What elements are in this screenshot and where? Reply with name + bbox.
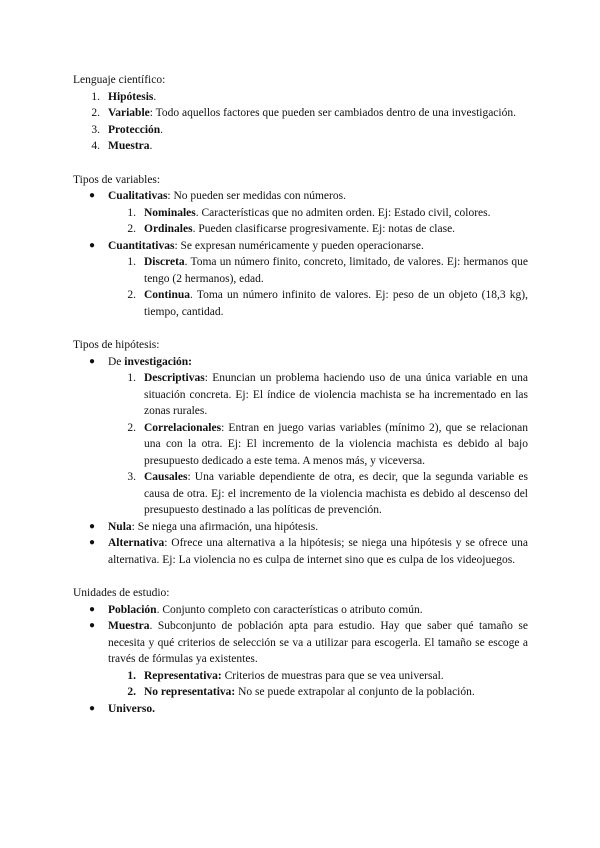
item-text: .: [160, 123, 164, 136]
bullet-icon: ●: [89, 239, 96, 251]
list-number: 1.: [127, 669, 136, 682]
term-ordinales: Ordinales: [144, 223, 193, 235]
list-item: [73, 105, 528, 122]
item-text: : Todo aquellos factores que pueden ser cambiados dentro de una investigación.: [149, 107, 516, 119]
sub-list-item: [73, 420, 528, 470]
list-number: 4.: [91, 140, 100, 152]
term-nominales: Nominales: [144, 206, 196, 219]
item-text: : Enuncian un problema haciendo uso de una única variable en una situación concreta. Ej: El índice de violencia machista se ha incrementado en las zonas rurales.: [144, 372, 528, 417]
sub-list-item: [73, 254, 528, 287]
sub-list-item: [73, 668, 528, 685]
list-item: [73, 602, 528, 619]
item-text: Criterios de muestras para que se vea universal.: [221, 669, 444, 682]
list-number: 1.: [127, 206, 136, 219]
spacer: [73, 155, 528, 172]
item-text: No se puede extrapolar al conjunto de la población.: [235, 686, 475, 698]
term-discreta: Discreta: [144, 256, 185, 268]
list-tipos-de-hipotesis: [73, 354, 528, 569]
bullet-icon: ●: [89, 620, 96, 631]
sub-list-item: [73, 469, 528, 519]
term-proteccion: Protección: [108, 123, 161, 136]
heading-unidades-de-estudio: Unidades de estudio:: [73, 587, 170, 599]
list-number: 2.: [127, 421, 136, 434]
list-item: [73, 138, 528, 155]
term-descriptivas: Descriptivas: [144, 372, 205, 384]
term-hipotesis: Hipótesis: [108, 90, 154, 103]
list-item: [73, 122, 528, 139]
term-muestra-unidad: Muestra: [108, 620, 150, 632]
item-text: .: [153, 90, 157, 103]
sub-list-item: [73, 287, 528, 320]
list-number: 2.: [127, 686, 136, 698]
term-universo: Universo.: [108, 702, 155, 715]
term-muestra: Muestra: [108, 140, 150, 152]
term-continua: Continua: [144, 289, 191, 301]
bullet-icon: ●: [89, 702, 96, 714]
sub-list-item: [73, 684, 528, 701]
list-lenguaje-cientifico: [73, 89, 528, 155]
sub-list-item: [73, 221, 528, 238]
list-number: 3.: [91, 123, 100, 136]
heading-lenguaje-cientifico: Lenguaje científico:: [73, 74, 166, 86]
list-number: 2.: [91, 107, 100, 119]
term-poblacion: Población: [108, 603, 157, 616]
item-text: . Características que no admiten orden. Ej: Estado civil, colores.: [195, 206, 491, 219]
list-tipos-de-variables: [73, 188, 528, 320]
list-item: [73, 519, 528, 536]
bullet-icon: ●: [89, 190, 96, 201]
term-no-representativa: No representativa:: [144, 686, 236, 698]
item-text: : Se niega una afirmación, una hipótesis.: [131, 520, 319, 533]
sub-list-item: [73, 205, 528, 222]
heading-tipos-de-hipotesis: Tipos de hipótesis:: [73, 339, 160, 351]
list-item: [73, 618, 528, 668]
list-item: [73, 535, 528, 568]
list-item: [73, 238, 528, 255]
term-nula: Nula: [108, 520, 132, 533]
item-text: : Entran en juego varias variables (mínimo 2), que se relacionan una con la otra. Ej: El incremento de la violencia machista es debido al bajo presupuesto dedicado a este tema. A menos más, y viceversa.: [144, 421, 528, 467]
spacer: [73, 320, 528, 337]
term-investigacion: investigación:: [124, 355, 193, 368]
item-text: .: [149, 140, 153, 152]
list-number: 1.: [127, 372, 136, 384]
spacer: [73, 568, 528, 585]
list-item: [73, 354, 528, 371]
list-number: 1.: [91, 90, 100, 103]
bullet-icon: ●: [89, 355, 96, 367]
bullet-icon: ●: [89, 537, 96, 548]
term-cuantitativas: Cuantitativas: [108, 239, 175, 252]
item-prefix: De: [108, 355, 125, 368]
item-text: : Se expresan numéricamente y pueden operacionarse.: [174, 239, 424, 252]
list-number: 3.: [127, 471, 136, 483]
term-representativa: Representativa:: [144, 669, 222, 682]
list-unidades-de-estudio: [73, 602, 528, 718]
item-text: . Conjunto completo con características o atributo común.: [156, 603, 423, 616]
list-item: [73, 188, 528, 205]
item-text: . Toma un número finito, concreto, limitado, de valores. Ej: hermanos que tengo (2 hermanos), edad.: [144, 256, 528, 285]
list-item: [73, 89, 528, 106]
item-text: : No pueden ser medidas con números.: [167, 190, 346, 202]
item-text: . Pueden clasificarse progresivamente. Ej: notas de clase.: [192, 223, 456, 235]
item-text: : Ofrece una alternativa a la hipótesis; se niega una hipótesis y se ofrece una alternativa. Ej: La violencia no es culpa de internet sino que es culpa de los videojuegos.: [108, 537, 528, 566]
list-item: [73, 701, 528, 718]
heading-tipos-de-variables: Tipos de variables:: [73, 173, 161, 186]
list-number: 2.: [127, 223, 136, 235]
term-correlacionales: Correlacionales: [144, 421, 222, 434]
term-variable: Variable: [108, 107, 150, 119]
item-text: : Una variable dependiente de otra, es decir, que la segunda variable es causa de otra. Ej: el incremento de la violencia machista es debido al descenso del presupuesto destinado a las políticas de prevención.: [144, 471, 528, 516]
bullet-icon: ●: [89, 603, 96, 615]
list-number: 1.: [127, 256, 136, 268]
term-alternativa: Alternativa: [108, 537, 165, 549]
item-text: . Toma un número infinito de valores. Ej: peso de un objeto (18,3 kg), tiempo, cantidad.: [144, 289, 528, 318]
document-page: [73, 72, 528, 717]
bullet-icon: ●: [89, 520, 96, 532]
term-cualitativas: Cualitativas: [108, 190, 168, 202]
sub-list-item: [73, 370, 528, 420]
term-causales: Causales: [144, 471, 188, 483]
list-number: 2.: [127, 289, 136, 301]
item-text: . Subconjunto de población apta para estudio. Hay que saber qué tamaño se necesita y qué criterios de selección se va a utilizar para escogerla. El tamaño se escoge a través de fórmulas ya existentes.: [108, 620, 528, 665]
